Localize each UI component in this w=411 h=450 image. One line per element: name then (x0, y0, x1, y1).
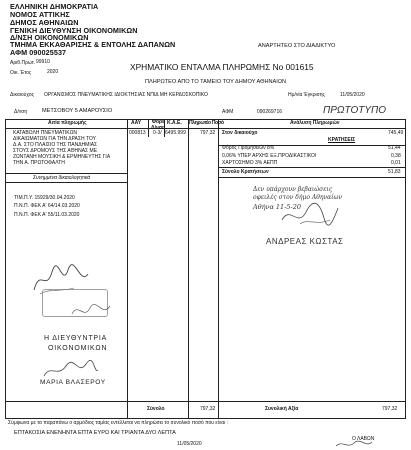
grand-total-value: 797,32 (382, 406, 398, 412)
amount-value: 797,32 (200, 130, 216, 136)
withholdings-bottom-divider (218, 177, 406, 178)
header-line-1: ΕΛΛΗΝΙΚΗ ΔΗΜΟΚΡΑΤΙΑ (10, 2, 99, 11)
amount-in-words: ΕΠΤΑΚΟΣΙΑ ΕΝΕΝΗΝΤΑ ΕΠΤΑ ΕΥΡΩ ΚΑΙ ΤΡΙΑΝΤΑ ΔΥΟ ΛΕΠΤΑ (14, 430, 176, 436)
withholding-label-1: Φόρος Προμηθειών 8% (222, 145, 275, 151)
footer-date: 11/05/2020 (177, 441, 202, 447)
total-label: Σύνολο (147, 406, 165, 412)
withholdings-total-value: 51,83 (388, 169, 401, 175)
table-bottom-border (5, 418, 406, 419)
document-subtitle: ΠΛΗΡΩΤΕΟ ΑΠΟ ΤΟ ΤΑΜΕΙΟ ΤΟΥ ΔΗΜΟΥ ΑΘΗΝΑΙΩΝ (145, 79, 287, 85)
supporting-doc-1: ΤΙΜ.Π.Υ. 15929/30.04.2020 (14, 195, 75, 201)
col-divider-4 (188, 119, 189, 419)
fiscal-year-label: Οικ. Έτος (10, 70, 32, 76)
beneficiary-afm-value: 090269716 (257, 109, 283, 115)
grand-total-label: Συνολική Αξία (265, 406, 299, 412)
withholdings-total-divider (218, 167, 406, 168)
signer-right-name: ΑΝΔΡΕΑΣ ΚΩΣΤΑΣ (266, 237, 344, 246)
col-divider-5 (218, 119, 219, 419)
description-line-6: ΤΗΝ Α. ΠΡΩΤΟΦΑΛΤΗ (13, 160, 65, 166)
beneficiary-afm-label: ΑΦΜ (222, 109, 234, 115)
description-line-2: ΔΙΚΑΙΩΜΑΤΩΝ ΓΙΑ ΤΗΝ ΔΡΑΣΗ ΤΟΥ (13, 136, 96, 142)
approval-date-value: 11/05/2020 (340, 92, 365, 98)
director-name: ΜΑΡΙΑ ΒΛΑΣΕΡΟΥ (40, 379, 106, 386)
supporting-doc-2: Π.Ν.Π. ΦΕΚ Α' 64/14.03.2020 (14, 203, 80, 209)
handwritten-note-2: οφειλές στον δήμο Αθηναίων (253, 194, 343, 201)
description-line-5: ΖΩΝΤΑΝΗ ΜΟΥΣΙΚΗ & ΕΡΜΗΝΕΥΤΗΣ ΓΙΑ (13, 154, 111, 160)
kae-value: 6495.999 (165, 130, 186, 136)
description-line-1: ΚΑΤΑΒΟΛΗ ΠΝΕΥΜΑΤΙΚΩΝ (13, 130, 77, 136)
address-value: ΜΕΤΣΟΒΟΥ 5 ΑΜΑΡΟΥΣΙΟ (42, 108, 113, 114)
protocol-label: Αριθ.Πρωτ. (10, 60, 36, 66)
col-header-aay: ΑΑΥ (131, 120, 142, 126)
header-line-3: ΔΗΜΟΣ ΑΘΗΝΑΙΩΝ (10, 18, 79, 27)
withholding-value-2: 0,38 (391, 153, 401, 159)
total-value: 797,32 (200, 406, 216, 412)
handwritten-note-1: Δεν υπάρχουν βεβαιώσεις (253, 186, 333, 193)
table-right-border (405, 119, 406, 419)
signature-right-scribble (280, 200, 340, 230)
foreas-value: 0-3/ (153, 130, 162, 136)
to-beneficiary-label: Στον δικαιούχο (222, 130, 258, 136)
beneficiary-label: Δικαιούχος (10, 92, 35, 98)
table-left-border (5, 119, 6, 419)
payment-instruction: Σύμφωνα με τα παραπάνω ο αρμόδιος ταμίας εντέλλεται να πληρώσει το συνολικό ποσό που είναι : (8, 420, 229, 426)
withholdings-title: ΚΡΑΤΗΣΕΙΣ (328, 137, 356, 143)
description-line-4: ΣΤΟΥΣ ΔΡΟΜΟΥΣ ΤΗΣ ΑΘΗΝΑΣ ΜΕ (13, 148, 98, 154)
approval-date-label: Ημ/νία Έγκρισης (288, 92, 325, 98)
col-header-analysis: Ανάλυση Πληρωμών (290, 120, 340, 126)
col-divider-1 (127, 119, 128, 419)
withholdings-total-label: Σύνολο Κρατήσεων (222, 169, 269, 175)
table-header-divider (5, 128, 406, 129)
handwritten-date: Αθήνα 11-5-20 (253, 203, 301, 211)
aay-value: 000813 (129, 130, 146, 136)
supporting-bottom-divider (5, 182, 127, 183)
stamp-signature-scribble (70, 300, 114, 324)
withholding-value-1: 51,44 (388, 145, 401, 151)
withholding-label-3: ΧΑΡΤΟΣΗΜΟ 3% ΑΕΠΠ (222, 160, 278, 166)
supporting-top-divider (5, 173, 127, 174)
to-beneficiary-value: 745,49 (388, 130, 404, 136)
header-line-6: ΤΜΗΜΑ ΕΚΚΑΘΑΡΙΣΗΣ & ΕΝΤΟΛΗΣ ΔΑΠΑΝΩΝ (10, 40, 176, 49)
total-row-top (5, 401, 406, 402)
director-title-line-2: ΟΙΚΟΝΟΜΙΚΩΝ (48, 345, 108, 352)
col-header-amount: Πληρωτέο Ποσό (189, 120, 224, 126)
col-header-reason: Αιτία πληρωμής (48, 120, 87, 126)
header-line-2: ΝΟΜΟΣ ΑΤΤΙΚΗΣ (10, 10, 70, 19)
receiver-signature (334, 440, 374, 450)
receiver-label: Ο ΛΑΒΩΝ (352, 436, 375, 442)
header-line-4: ΓΕΝΙΚΗ ΔΙΕΥΘΥΝΣΗ ΟΙΚΟΝΟΜΙΚΩΝ (10, 26, 138, 35)
document-title: ΧΡΗΜΑΤΙΚΟ ΕΝΤΑΛΜΑ ΠΛΗΡΩΜΗΣ No 001615 (130, 62, 314, 72)
protocol-value: 99910 (36, 59, 50, 65)
address-label: Δ/νση (14, 109, 28, 115)
col-divider-2 (148, 119, 149, 137)
col-header-foreas: Φορέ Δ/νση (151, 119, 166, 131)
director-title-line-1: Η ΔΙΕΥΘΥΝΤΡΙΑ (44, 335, 108, 342)
header-line-5: Δ/ΝΣΗ ΟΙΚΟΝΟΜΙΚΩΝ (10, 33, 89, 42)
fiscal-year-value: 2020 (47, 69, 59, 75)
supporting-title: Συνημμένα δικαιολογητικά (33, 175, 91, 181)
online-posting-note: ΑΝΑΡΤΗΤΕΟ ΣΤΟ ΔΙΑΔΙΚΤΥΟ (258, 43, 336, 49)
withholding-label-2: 0,06% ΥΠΕΡ ΑΡΧΗΣ ΕΞ.ΠΡΟΔΙΚΑΣΤΙΚΟΙ (222, 153, 317, 159)
description-line-3: Δ.Α. ΣΤΟ ΠΛΑΙΣΙΟ ΤΗΣ ΠΑΝΔΗΜΙΑΣ (13, 142, 98, 148)
header-afm: ΑΦΜ 090025537 (10, 48, 67, 57)
original-stamp: ΠΡΩΤΟΤΥΠΟ (323, 105, 387, 116)
beneficiary-name: ΟΡΓΑΝΙΣΜΟΣ ΠΝΕΥΜΑΤΙΚΗΣ ΙΔΙΟΚΤΗΣΙΑΣ ΝΠΙΔ ΜΗ ΚΕΡΔΟΣΚΟΠΙΚΟ (44, 92, 208, 98)
supporting-doc-3: Π.Ν.Π. ΦΕΚ Α' 55/11.03.2020 (14, 212, 80, 218)
col-header-kae: Κ.Α.Ε. (167, 120, 182, 126)
withholding-value-3: 0,01 (391, 160, 401, 166)
